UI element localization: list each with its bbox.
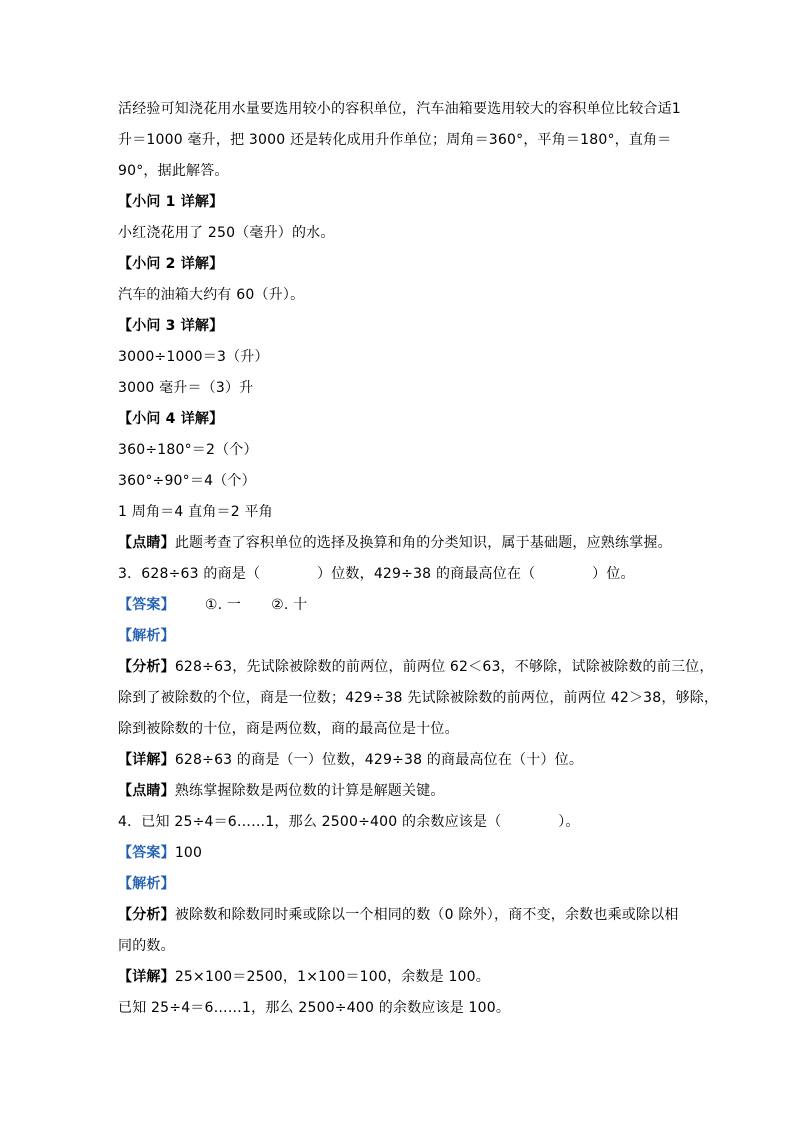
sub-question-4-line-c: 1 周角＝4 直角＝2 平角	[118, 504, 273, 520]
sub-question-4-line-a: 360÷180°＝2（个）	[118, 442, 258, 458]
answer-tag: 【答案】	[118, 597, 175, 613]
answer-item-1: ①. 一	[204, 597, 242, 613]
sub-question-3-line-b: 3000 毫升＝（3）升	[118, 380, 254, 396]
answer-tag: 【答案】	[118, 845, 175, 861]
fenxi-text: 被除数和除数同时乘或除以一个相同的数（0 除外），商不变，余数也乘或除以相	[174, 907, 679, 923]
sub-question-2-text: 汽车的油箱大约有 60（升）。	[118, 287, 305, 303]
sub-question-1-title: 【小问 1 详解】	[118, 194, 224, 210]
problem-3-dianjing	[118, 776, 688, 807]
problem-3-question: 3．628÷63 的商是（ ）位数，429÷38 的商最高位在（ ）位。	[118, 566, 635, 582]
text-line: 90°，据此解答。	[118, 163, 229, 179]
answer-item-2: ②. 十	[271, 597, 308, 613]
text-line: 活经验可知浇花用水量要选用较小的容积单位，汽车油箱要选用较大的容积单位比较合适1	[118, 101, 681, 117]
xiangjie-text: 25×100＝2500，1×100＝100，余数是 100。	[174, 969, 490, 985]
fenxi-tag: 【分析】	[118, 659, 175, 675]
problem-4-analysis-line-1	[118, 900, 688, 931]
dianjing-paragraph	[118, 528, 688, 559]
problem-4-analysis-line-2: 同的数。	[118, 938, 175, 954]
sub-question-1-text: 小红浇花用了 250（毫升）的水。	[118, 225, 335, 241]
problem-4-answer	[118, 838, 688, 869]
xiangjie-tag: 【详解】	[118, 969, 175, 985]
dianjing-text: 此题考查了容积单位的选择及换算和角的分类知识，属于基础题，应熟练掌握。	[174, 535, 672, 551]
problem-3-answer	[118, 590, 688, 621]
xiangjie-text: 628÷63 的商是（一）位数，429÷38 的商最高位在（十）位。	[174, 752, 584, 768]
problem-3-analysis-line-3: 除到被除数的十位，商是两位数，商的最高位是十位。	[118, 721, 459, 737]
sub-question-4-line-b: 360°÷90°＝4（个）	[118, 473, 256, 489]
problem-4-analysis-tag: 【解析】	[118, 876, 175, 892]
fenxi-text: 628÷63，先试除被除数的前两位，前两位 62＜63，不够除，试除被除数的前三位，	[174, 659, 714, 675]
xiangjie-tag: 【详解】	[118, 752, 175, 768]
answer-value: 100	[174, 845, 203, 861]
sub-question-4-title: 【小问 4 详解】	[118, 411, 224, 427]
document-page	[118, 94, 719, 1024]
dianjing-text: 熟练掌握除数是两位数的计算是解题关键。	[174, 783, 445, 799]
problem-4-conclusion: 已知 25÷4＝6……1，那么 2500÷400 的余数应该是 100。	[118, 1000, 511, 1016]
problem-3-analysis-line-1	[118, 652, 714, 683]
sub-question-2-title: 【小问 2 详解】	[118, 256, 224, 272]
problem-4-question: 4．已知 25÷4＝6……1，那么 2500÷400 的余数应该是（ ）。	[118, 814, 580, 830]
problem-3-detail	[118, 745, 688, 776]
problem-4-detail	[118, 962, 688, 993]
dianjing-tag: 【点睛】	[118, 783, 175, 799]
problem-3-analysis-tag: 【解析】	[118, 628, 175, 644]
sub-question-3-title: 【小问 3 详解】	[118, 318, 224, 334]
problem-3-analysis-line-2: 除到了被除数的个位，商是一位数；429÷38 先试除被除数的前两位，前两位 42＞38，够除，	[118, 690, 719, 706]
dianjing-tag: 【点睛】	[118, 535, 175, 551]
fenxi-tag: 【分析】	[118, 907, 175, 923]
sub-question-3-line-a: 3000÷1000＝3（升）	[118, 349, 269, 365]
text-line: 升＝1000 毫升，把 3000 还是转化成用升作单位；周角＝360°，平角＝180°，直角＝	[118, 132, 672, 148]
